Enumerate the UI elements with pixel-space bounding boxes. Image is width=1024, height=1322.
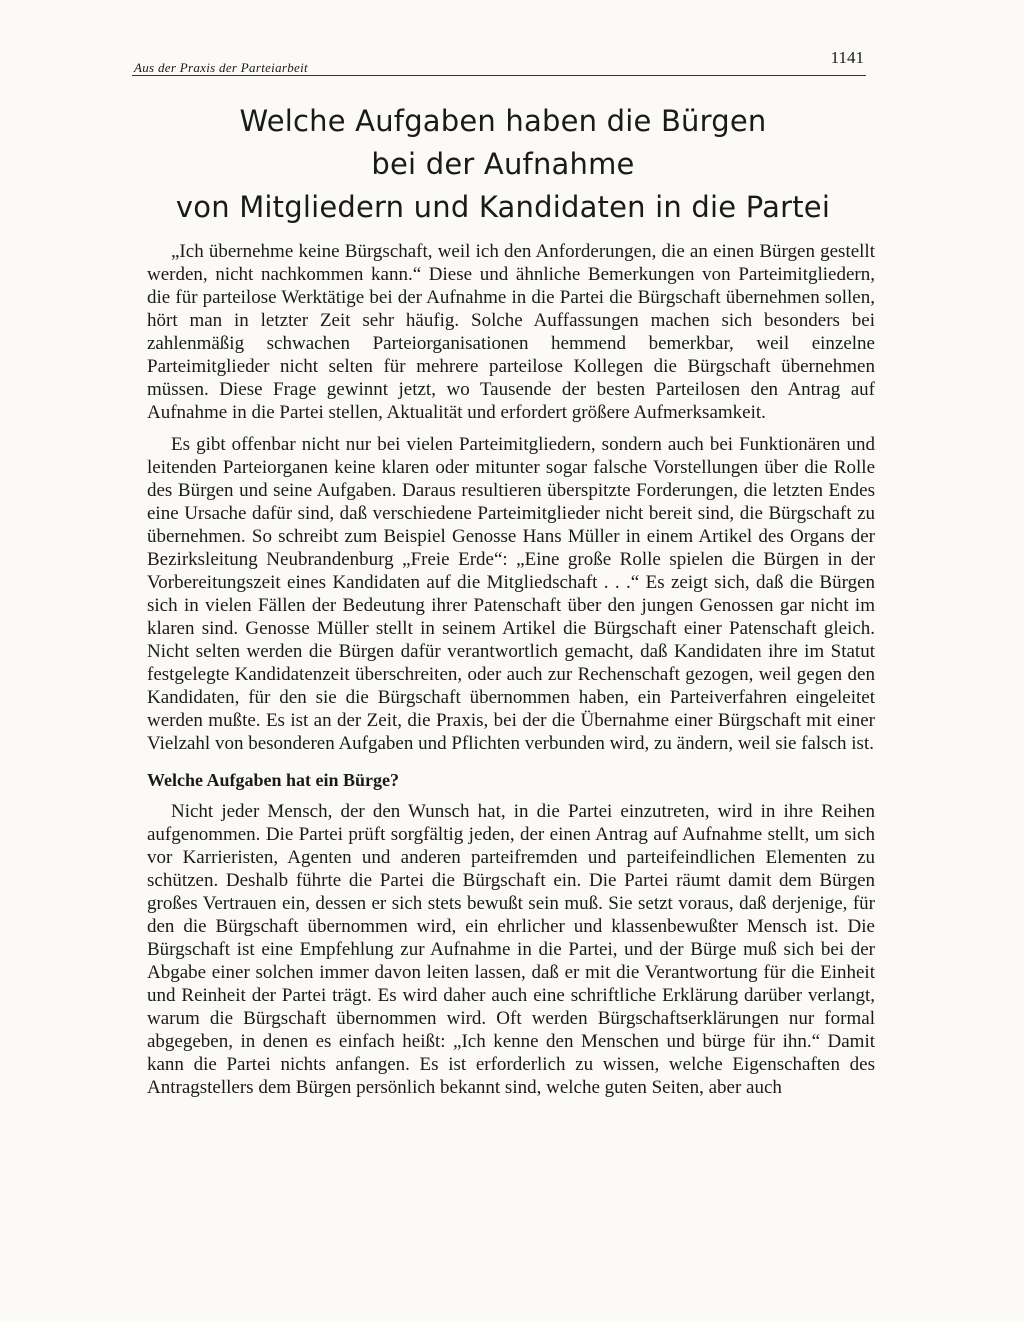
section-heading: Welche Aufgaben hat ein Bürge? [147, 770, 400, 790]
article-body [147, 240, 875, 1108]
article-title-line-2: bei der Aufnahme [371, 147, 635, 181]
running-header-label: Aus der Praxis der Parteiarbeit [134, 60, 308, 75]
header-rule [132, 75, 866, 76]
paragraph-3: Nicht jeder Mensch, der den Wunsch hat, in die Partei einzutreten, wird in ihre Reihen aufgenommen. Die Partei prüft sorgfältig jeden, der einen Antrag auf Aufnahme stellt, um sich vor Karrieristen, Agenten und anderen parteifremden und parteifeindlichen Elementen zu schützen. Deshalb führte die Partei die Bürgschaft ein. Die Partei räumt damit dem Bürgen großes Vertrauen ein, dessen er sich stets bewußt sein muß. Sie setzt voraus, daß derjenige, für den die Bürgschaft übernommen wird, ein ehrlicher und klassenbewußter Mensch ist. Die Bürgschaft ist eine Empfehlung zur Aufnahme in die Partei, und der Bürge muß sich bei der Abgabe einer solchen immer davon leiten lassen, daß er mit die Verantwortung für die Einheit und Reinheit der Partei trägt. Es wird daher auch eine schriftliche Erklärung darüber verlangt, warum die Bürgschaft übernommen wird. Oft werden Bürgschaftserklärungen nur formal abgegeben, in denen es einfach heißt: „Ich kenne den Menschen und bürge für ihn.“ Damit kann die Partei nichts anfangen. Es ist erforderlich zu wissen, welche Eigenschaften des Antragstellers dem Bürgen persönlich bekannt sind, welche guten Seiten, aber auch [147, 801, 875, 1098]
article-title [140, 100, 866, 229]
page-number: 1141 [830, 48, 864, 67]
paragraph-1: „Ich übernehme keine Bürgschaft, weil ich den Anforderungen, die an einen Bürgen gestellt werden, nicht nachkommen kann.“ Diese und ähnliche Bemerkungen von Parteimitgliedern, die für parteilose Werktätige bei der Aufnahme in die Partei die Bürgschaft übernehmen sollen, hört man in letzter Zeit sehr häufig. Solche Auffassungen machen sich besonders bei zahlenmäßig schwachen Parteiorganisationen hemmend bemerkbar, weil einzelne Parteimitglieder nicht selten für mehrere parteilose Kollegen die Bürgschaft übernehmen müssen. Diese Frage gewinnt jetzt, wo Tausende der besten Parteilosen den Antrag auf Aufnahme in die Partei stellen, Aktualität und erfordert größere Aufmerksamkeit. [147, 241, 875, 423]
running-header [132, 44, 866, 76]
paragraph-2: Es gibt offenbar nicht nur bei vielen Parteimitgliedern, sondern auch bei Funktionären und leitenden Parteiorganen keine klaren oder mitunter sogar falsche Vorstellungen über die Rolle des Bürgen und seine Aufgaben. Daraus resultieren überspitzte Forderungen, die letzten Endes eine Ursache dafür sind, daß verschiedene Parteimitglieder nicht bereit sind, die Bürgschaft zu übernehmen. So schreibt zum Beispiel Genosse Hans Müller in einem Artikel des Organs der Bezirksleitung Neubrandenburg „Freie Erde“: „Eine große Rolle spielen die Bürgen in der Vorbereitungszeit eines Kandidaten auf die Mitgliedschaft . . .“ Es zeigt sich, daß die Bürgen sich in vielen Fällen der Bedeutung ihrer Patenschaft über den jungen Genossen gar nicht im klaren sind. Genosse Müller stellt in seinem Artikel die Bürgschaft einer Patenschaft gleich. Nicht selten werden die Bürgen dafür verantwortlich gemacht, daß Kandidaten ihre im Statut festgelegte Kandidatenzeit überschreiten, oder auch zur Rechenschaft gezogen, weil gegen den Kandidaten, für den sie die Bürgschaft übernommen haben, ein Parteiverfahren eingeleitet werden mußte. Es ist an der Zeit, die Praxis, bei der die Übernahme einer Bürgschaft mit einer Vielzahl von besonderen Aufgaben und Pflichten verbunden wird, zu ändern, weil sie falsch ist. [147, 434, 875, 754]
article-title-line-1: Welche Aufgaben haben die Bürgen [239, 104, 767, 138]
article-title-line-3: von Mitgliedern und Kandidaten in die Partei [175, 190, 831, 224]
